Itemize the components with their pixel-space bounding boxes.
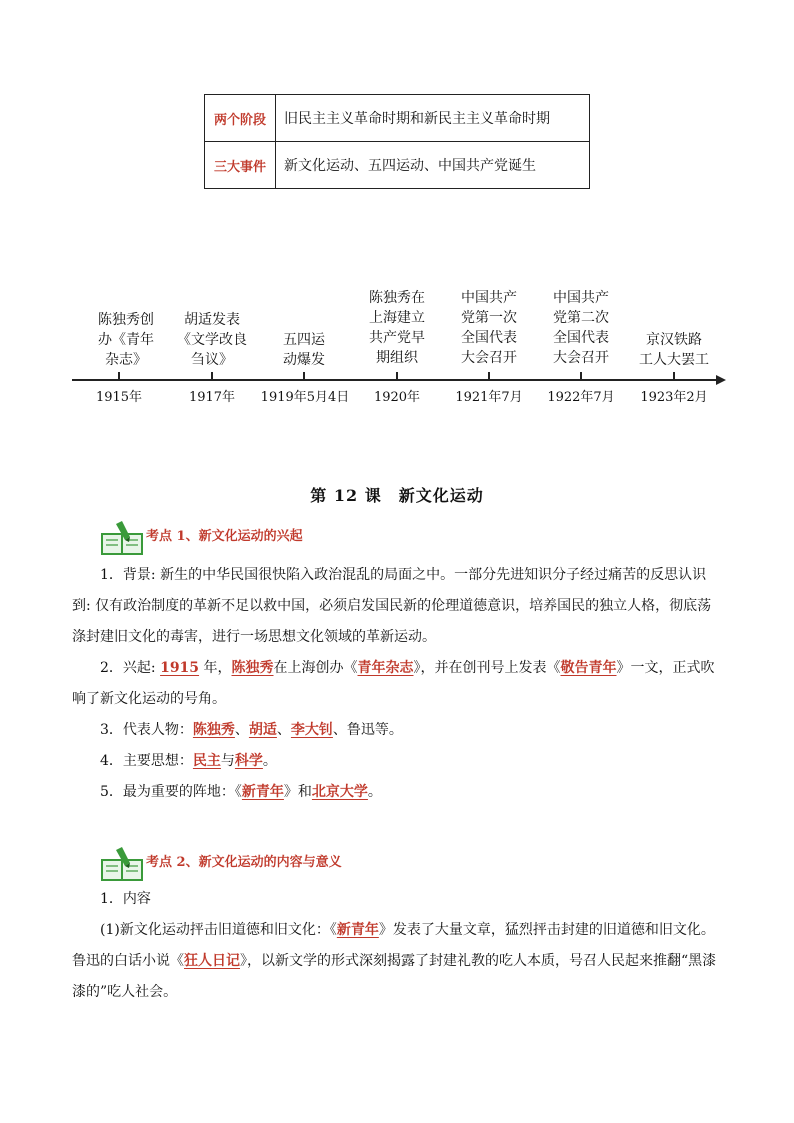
keypoint-2-heading (100, 842, 342, 882)
highlight-term: 北京大学 (311, 784, 368, 800)
timeline-tick (580, 372, 582, 380)
text: 3．代表人物： (100, 722, 193, 738)
timeline-tick (673, 372, 675, 380)
text: 与 (220, 753, 235, 769)
timeline-tick (488, 372, 490, 380)
keypoint-2-content (72, 884, 722, 1008)
highlight-term: 民主 (192, 753, 221, 769)
timeline-date: 1922年7月 (547, 390, 615, 405)
text: 年， (199, 660, 232, 676)
timeline-axis (72, 379, 718, 381)
text: 。 (367, 784, 382, 800)
timeline-date: 1915年 (95, 390, 143, 405)
text: 5．最为重要的阵地：《 (100, 784, 242, 800)
highlight-term: 新青年 (241, 784, 284, 800)
highlight-term: 李大钊 (290, 722, 333, 738)
timeline-event: 京汉铁路 工人大罢工 (639, 332, 709, 368)
text: 、 (276, 722, 291, 738)
timeline-event: 胡适发表 《文学改良 刍议》 (177, 312, 247, 368)
paragraph-ideas (72, 746, 722, 777)
row-key: 三大事件 (205, 142, 276, 189)
keypoint-1-label: 考点 1、新文化运动的兴起 (146, 529, 303, 544)
keypoint-2-label: 考点 2、新文化运动的内容与意义 (146, 855, 342, 870)
arrow-right-icon (716, 375, 726, 385)
paragraph-base (72, 777, 722, 808)
text: (1)新文化运动抨击旧道德和旧文化：《 (100, 922, 337, 938)
paragraph-content-heading: 1．内容 (100, 891, 151, 907)
text: 》和 (283, 784, 312, 800)
summary-table (204, 94, 590, 189)
timeline (0, 280, 794, 420)
timeline-tick (118, 372, 120, 380)
table-row (205, 142, 590, 189)
timeline-date: 1917年 (188, 390, 236, 405)
book-pen-icon (100, 846, 144, 882)
text: 》发表了大量文章，猛烈抨击封建的旧道德和旧文化。鲁迅的白话小说《 (72, 922, 715, 969)
timeline-tick (211, 372, 213, 380)
text: 》一文，正式吹响了新文化运动的号角。 (72, 660, 715, 707)
highlight-term: 胡适 (248, 722, 277, 738)
row-key: 两个阶段 (205, 95, 276, 142)
table-row (205, 95, 590, 142)
timeline-event: 中国共产 党第一次 全国代表 大会召开 (461, 290, 517, 366)
timeline-event: 陈独秀创 办《青年 杂志》 (98, 312, 154, 368)
timeline-tick (303, 372, 305, 380)
timeline-event: 陈独秀在 上海建立 共产党早 期组织 (369, 290, 425, 366)
text: 2．兴起: (100, 660, 161, 676)
timeline-date: 1920年 (373, 390, 421, 405)
keypoint-1-content (72, 560, 722, 808)
row-value: 旧民主主义革命时期和新民主主义革命时期 (276, 95, 590, 142)
timeline-date: 1923年2月 (640, 390, 708, 405)
lesson-title: 第 12 课 新文化运动 (310, 486, 484, 505)
paragraph-figures (72, 715, 722, 746)
text: 、鲁迅等。 (332, 722, 403, 738)
paragraph-background: 1．背景: 新生的中华民国很快陷入政治混乱的局面之中。一部分先进知识分子经过痛苦的反思认识到: 仅有政治制度的革新不足以救中国，必须启发国民新的伦理道德意识，培养国民的独立人格，彻底荡涤封建旧文化的毒害，进行一场思想文化领域的革新运动。 (72, 567, 712, 645)
highlight-term: 青年杂志 (357, 660, 414, 676)
row-value: 新文化运动、五四运动、中国共产党诞生 (276, 142, 590, 189)
text: 》，以新文学的形式深刻揭露了封建礼教的吃人本质，号召人民起来推翻“黑漆漆的”吃人社会。 (72, 953, 717, 1000)
highlight-term: 敬告青年 (560, 660, 617, 676)
paragraph-origin (72, 653, 722, 715)
text: 》，并在创刊号上发表《 (413, 660, 561, 676)
book-pen-icon (100, 520, 144, 556)
text: 、 (234, 722, 249, 738)
highlight-term: 狂人日记 (184, 953, 240, 969)
highlight-term: 科学 (234, 753, 263, 769)
timeline-event: 五四运 动爆发 (283, 332, 325, 368)
paragraph-content-1 (72, 915, 722, 1008)
timeline-event: 中国共产 党第二次 全国代表 大会召开 (553, 290, 609, 366)
highlight-term: 陈独秀 (192, 722, 235, 738)
text: 在上海创办《 (273, 660, 358, 676)
text: 。 (262, 753, 277, 769)
timeline-tick (396, 372, 398, 380)
timeline-date: 1921年7月 (455, 390, 523, 405)
timeline-date: 1919年5月4日 (260, 390, 350, 405)
highlight-term: 新青年 (336, 922, 379, 938)
keypoint-1-heading (100, 516, 303, 556)
highlight-term: 1915 (160, 660, 200, 676)
highlight-term: 陈独秀 (231, 660, 274, 676)
text: 4．主要思想： (100, 753, 193, 769)
